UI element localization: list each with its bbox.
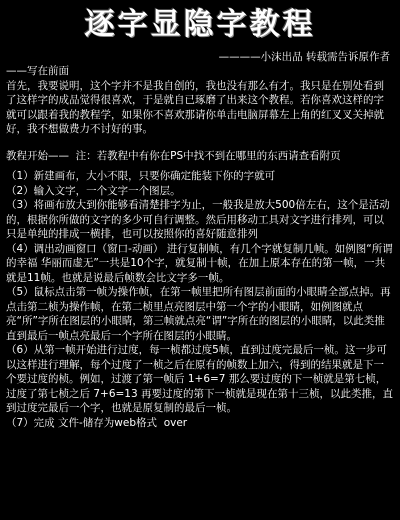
tutorial-start-heading: 教程开始—— 注：若教程中有你在PS中找不到在哪里的东西请查看附页 xyxy=(6,149,341,162)
spacer xyxy=(6,137,394,149)
step-item: （7）完成 文件-储存为web格式 over xyxy=(6,416,188,429)
page-title: 逐字显隐字教程 xyxy=(84,7,316,42)
step-item: （2）输入文字，一个文字一个图层。 xyxy=(6,184,181,197)
preface-heading: ——写在前面 xyxy=(6,65,69,77)
step-list xyxy=(6,169,394,430)
step-item: （3）将画布放大到你能够看清楚排字为止，一般我是放大500倍左右，这个是活动的，根据你所做的文字的多少可自行调整。然后用移动工具对文字进行排列，可以只是单纯的排成一横排，也可以按照你的喜好随意排列 xyxy=(6,199,390,240)
step-item: （5）鼠标点击第一帧为操作帧，在第一帧里把所有图层前面的小眼睛全部点掉。再点击第二桢为操作帧，在第二桢里点亮图层中第一个字的小眼睛，如例图就点亮“所”字所在图层的小眼睛，第三帧就点亮“谓”字所在的图层的小眼睛，以此类推直到最后一帧点亮最后一个字所在图层的小眼睛。 xyxy=(6,286,391,342)
step-item: （4）调出动画窗口（窗口-动画） 进行复制帧，有几个字就复制几帧。如例图“所谓的幸福 华丽而虚无”一共是10个字，就复制十帧，在加上原本存在的第一帧，一共就是11帧。也就是说最后帧数会比文字多一帧。 xyxy=(6,242,393,284)
author-byline: ————小沫出品 转载需告诉原作者 xyxy=(218,51,390,63)
step-item: （1）新建画布，大小不限，只要你确定能装下你的字就可 xyxy=(6,170,276,182)
preface-text: 首先，我要说明，这个字并不是我自创的，我也没有那么有才。我只是在别处看到了这样字的成品觉得很喜欢，于是就自已琢磨了出来这个教程。若你喜欢这样的字就可以跟着我的教程学，如果你不喜欢那请你单击电脑屏幕左上角的红叉叉关掉就好，我不想做费力不讨好的事。 xyxy=(6,79,384,135)
step-item: （6）从第一帧开始进行过度，每一桢都过度5帧，直到过度完最后一桢。这一步可以这样进行理解，每个过度了一桢之后在原有的帧数上加六，得到的结果就是下一个要过度的桢。例如，过渡了第一帧后 1+6=7 那么要过度的下一桢就是第七桢，过度了第七桢之后 7+6=13 再要过度的第下一桢就是现在第十三桢，以此类推，直到过度完最后一个字，也就是原复制的最后一桢。 xyxy=(6,344,393,414)
